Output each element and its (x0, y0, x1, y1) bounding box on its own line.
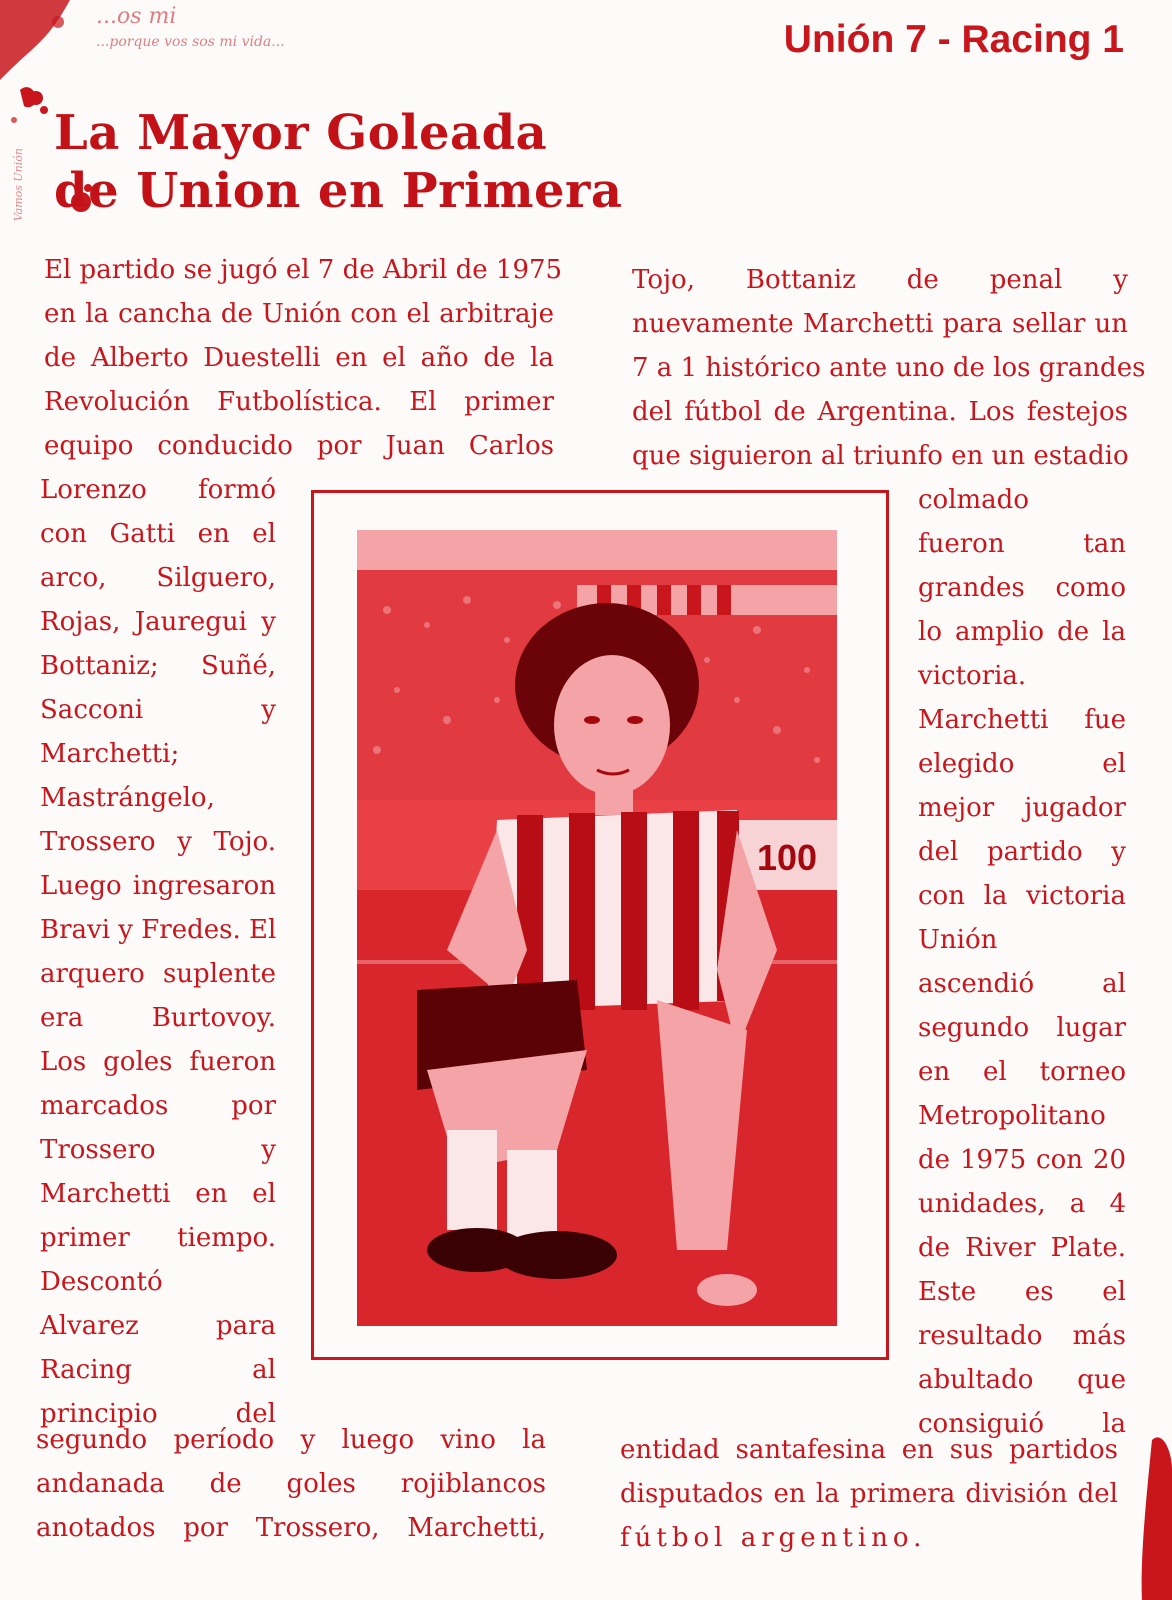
text-line: con Gatti en el (40, 519, 276, 549)
handwriting-text: ...os mi (96, 4, 177, 29)
text-line: entidad santafesina en sus partidos (620, 1435, 1118, 1465)
text-line: Metropolitano (918, 1101, 1106, 1131)
text-line: Unión (918, 925, 998, 955)
match-score: Unión 7 - Racing 1 (783, 18, 1124, 61)
text-line: colmado (918, 485, 1029, 515)
text-line: era Burtovoy. (40, 1003, 276, 1033)
player-photo (357, 530, 837, 1326)
text-line: que siguieron al triunfo en un estadio (632, 441, 1129, 471)
text-line: marcados por (40, 1091, 276, 1121)
side-handwriting: Vamos Unión (12, 148, 25, 222)
text-line: Alvarez para (40, 1311, 276, 1341)
text-line: abultado que (918, 1365, 1126, 1395)
text-line: andanada de goles rojiblancos (36, 1469, 546, 1499)
splash-decoration (1132, 1380, 1172, 1600)
text-line: disputados en la primera división del (620, 1479, 1118, 1509)
text-line: unidades, a 4 (918, 1189, 1126, 1219)
title-line: de Union en Primera (54, 163, 623, 219)
text-line: Racing al (40, 1355, 276, 1385)
text-line: mejor jugador (918, 793, 1126, 823)
text-line: de Alberto Duestelli en el año de la (44, 343, 554, 373)
text-line: Rojas, Jauregui y (40, 607, 276, 637)
text-line: El partido se jugó el 7 de Abril de 1975 (44, 255, 563, 285)
text-line: Bravi y Fredes. El (40, 915, 277, 945)
text-line: Marchetti en el (40, 1179, 276, 1209)
text-line: grandes como (918, 573, 1126, 603)
text-line: resultado más (918, 1321, 1126, 1351)
text-line: arco, Silguero, (40, 563, 276, 593)
text-line: Bottaniz; Suñé, (40, 651, 276, 681)
text-line: Revolución Futbolística. El primer (44, 387, 554, 417)
text-line: Descontó (40, 1267, 163, 1297)
text-line: equipo conducido por Juan Carlos (44, 431, 554, 461)
text-line: del fútbol de Argentina. Los festejos (632, 397, 1128, 427)
text-line: primer tiempo. (40, 1223, 276, 1253)
text-line: en el torneo (918, 1057, 1126, 1087)
text-line: 7 a 1 histórico ante uno de los grandes (632, 353, 1146, 383)
article-right-bottom (620, 1428, 1118, 1560)
text-line: Trossero y Tojo. (40, 827, 276, 857)
article-title (54, 104, 622, 220)
text-line: Tojo, Bottaniz de penal y (632, 265, 1128, 295)
text-line: consiguió la (918, 1409, 1126, 1439)
text-line: nuevamente Marchetti para sellar un (632, 309, 1128, 339)
text-line: Lorenzo formó (40, 475, 276, 505)
title-line: La Mayor Goleada (54, 105, 548, 161)
text-line: arquero suplente (40, 959, 276, 989)
text-line: con la victoria (918, 881, 1126, 911)
text-line: Marchetti fue (918, 705, 1126, 735)
article-left-bottom (36, 1418, 546, 1550)
text-line: Marchetti; (40, 739, 180, 769)
handwriting-text: ...porque vos sos mi vida... (96, 34, 285, 50)
text-line: principio del (40, 1399, 276, 1429)
text-line: de River Plate. (918, 1233, 1126, 1263)
article-left-narrow (40, 468, 276, 1436)
text-line: elegido el (918, 749, 1126, 779)
text-line: del partido y (918, 837, 1126, 867)
text-line: Este es el (918, 1277, 1126, 1307)
article-right-top (632, 258, 1146, 478)
text-line: anotados por Trossero, Marchetti, (36, 1513, 546, 1543)
text-line: de 1975 con 20 (918, 1145, 1126, 1175)
text-line: Los goles fueron (40, 1047, 276, 1077)
text-line: Mastrángelo, (40, 783, 215, 813)
article-right-narrow (918, 478, 1126, 1446)
text-line: segundo lugar (918, 1013, 1126, 1043)
banner-text: 100 (757, 837, 818, 878)
text-line: victoria. (918, 661, 1027, 691)
text-line: ascendió al (918, 969, 1126, 999)
article-left-top (44, 248, 563, 468)
text-line: Luego ingresaron (40, 871, 276, 901)
text-line: en la cancha de Unión con el arbitraje (44, 299, 554, 329)
text-line: lo amplio de la (918, 617, 1126, 647)
text-line: segundo período y luego vino la (36, 1425, 546, 1455)
text-line: Trossero y (40, 1135, 276, 1165)
text-line: fueron tan (918, 529, 1126, 559)
text-line: Sacconi y (40, 695, 276, 725)
text-line: fútbol argentino. (620, 1523, 927, 1553)
